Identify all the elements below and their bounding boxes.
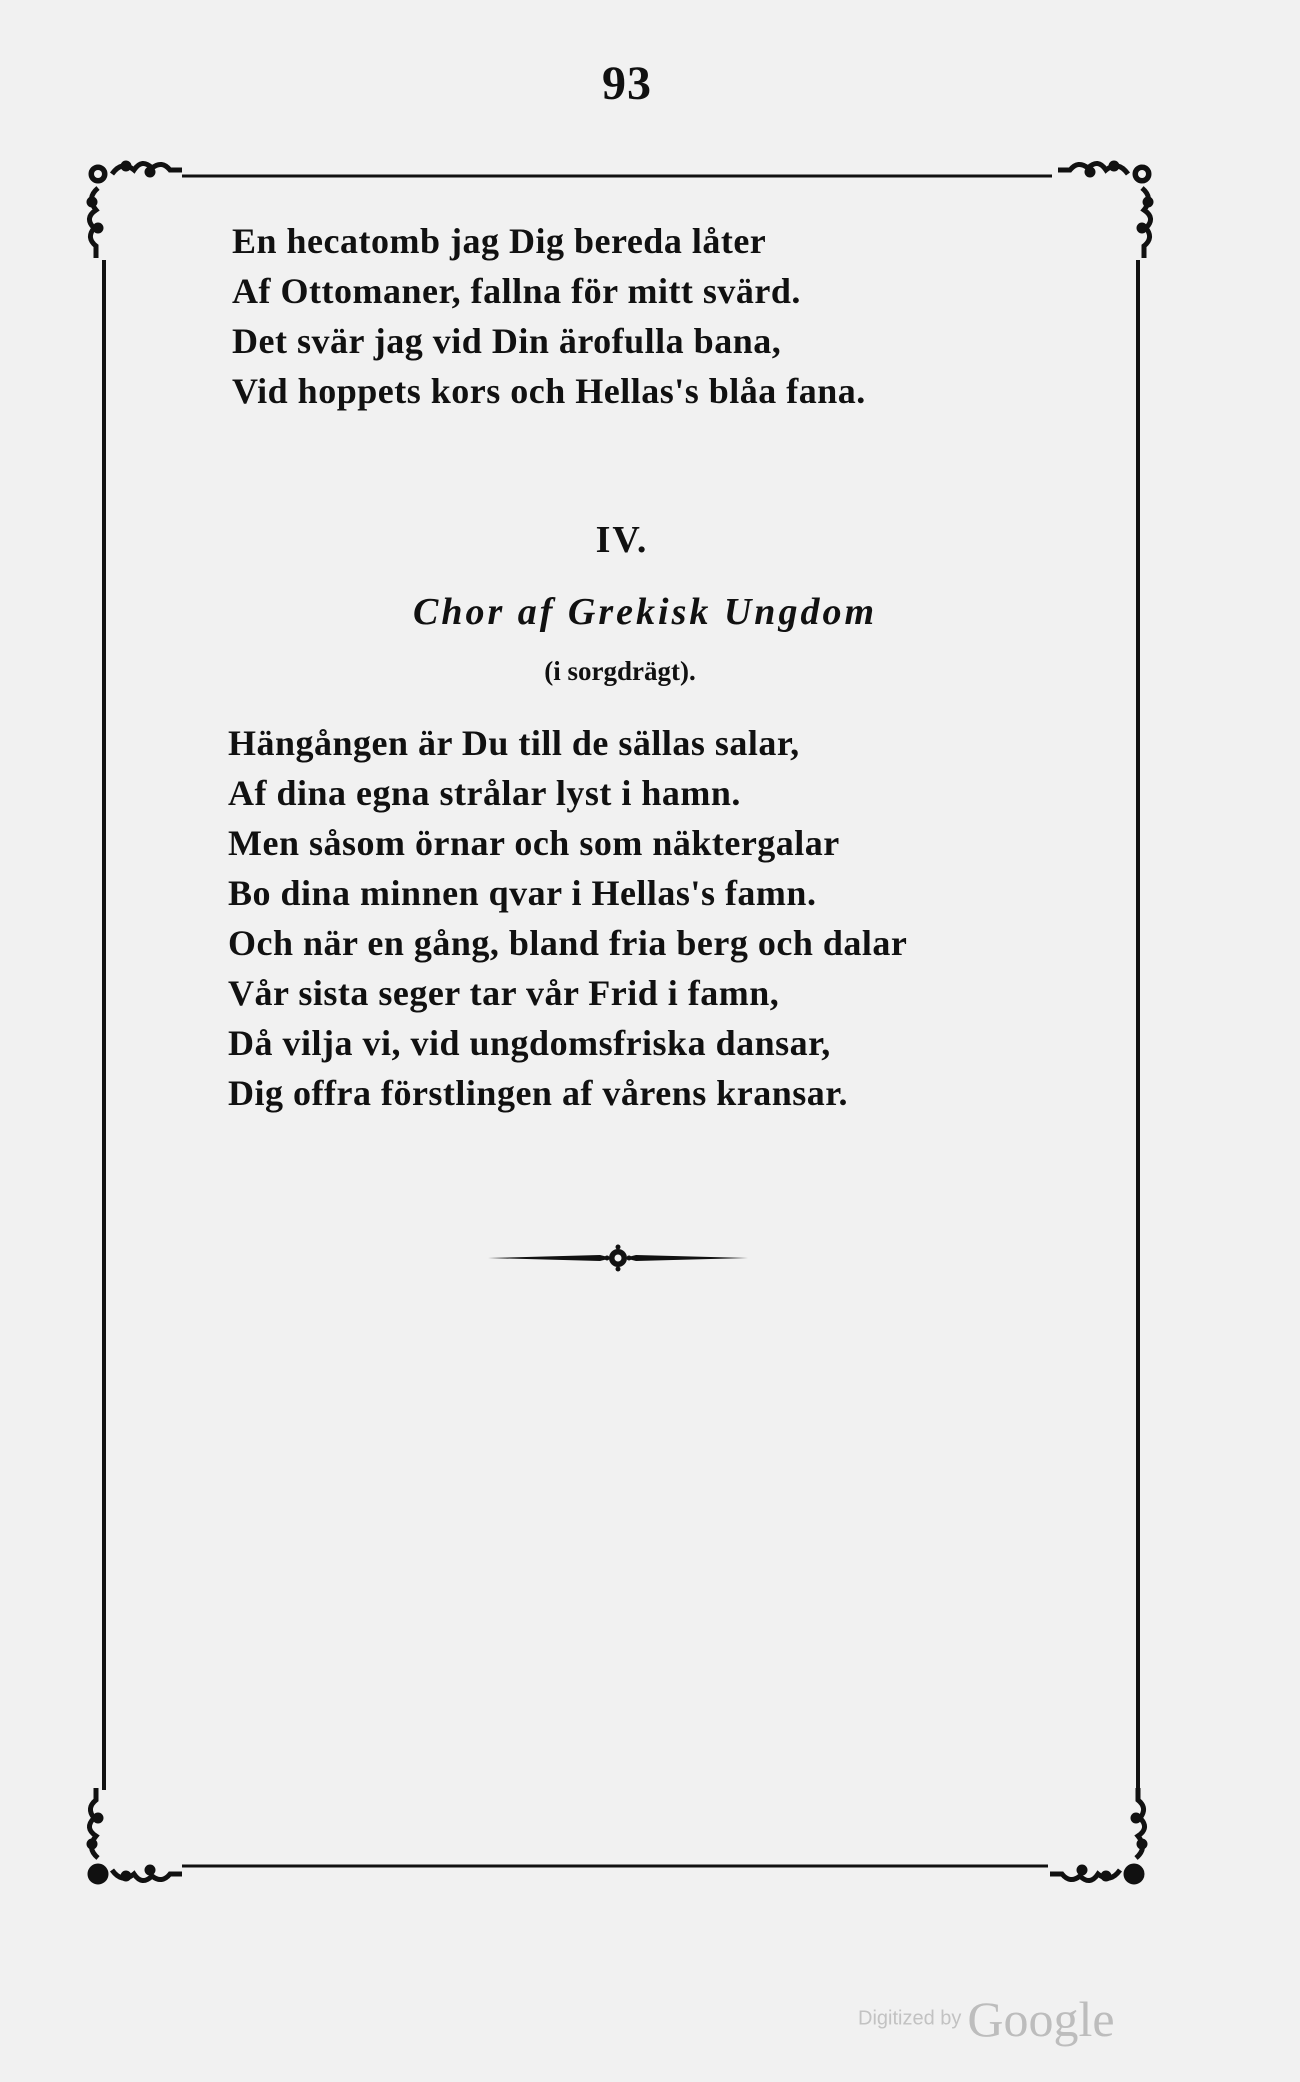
verse-line: Vid hoppets kors och Hellas's blåa fana. bbox=[232, 371, 866, 411]
verse-line: Det svär jag vid Din ärofulla bana, bbox=[232, 321, 782, 361]
watermark-brand: Google bbox=[967, 1991, 1115, 2047]
verse-line: Af Ottomaner, fallna för mitt svärd. bbox=[232, 271, 801, 311]
floral-corner-ornament-icon bbox=[87, 1788, 182, 1884]
floral-corner-ornament-icon bbox=[87, 161, 182, 258]
digitized-by-watermark bbox=[858, 1990, 1115, 2048]
stage-direction: (i sorgdrägt). bbox=[544, 656, 696, 686]
verse-line: En hecatomb jag Dig bereda låter bbox=[232, 221, 767, 261]
verse-line: Men såsom örnar och som näktergalar bbox=[228, 823, 840, 863]
floral-corner-ornament-icon bbox=[1058, 161, 1153, 258]
verse-line: Hängången är Du till de sällas salar, bbox=[228, 723, 800, 763]
verse-line: Vår sista seger tar vår Frid i famn, bbox=[228, 973, 780, 1013]
floral-corner-ornament-icon bbox=[1050, 1788, 1147, 1884]
stanza-one bbox=[232, 216, 866, 416]
verse-line: Af dina egna strålar lyst i hamn. bbox=[228, 773, 741, 813]
watermark-prefix: Digitized by bbox=[858, 2007, 962, 2030]
stanza-two bbox=[228, 718, 907, 1118]
section-title: Chor af Grekisk Ungdom bbox=[413, 591, 877, 633]
page-number: 93 bbox=[602, 57, 652, 110]
section-number: IV. bbox=[595, 519, 649, 561]
verse-line: Och när en gång, bland fria berg och dalar bbox=[228, 923, 908, 963]
verse-line: Då vilja vi, vid ungdomsfriska dansar, bbox=[228, 1023, 831, 1063]
rosette-divider-icon bbox=[488, 1245, 748, 1272]
verse-line: Dig offra förstlingen af vårens kransar. bbox=[228, 1073, 848, 1113]
verse-line: Bo dina minnen qvar i Hellas's famn. bbox=[228, 873, 817, 913]
